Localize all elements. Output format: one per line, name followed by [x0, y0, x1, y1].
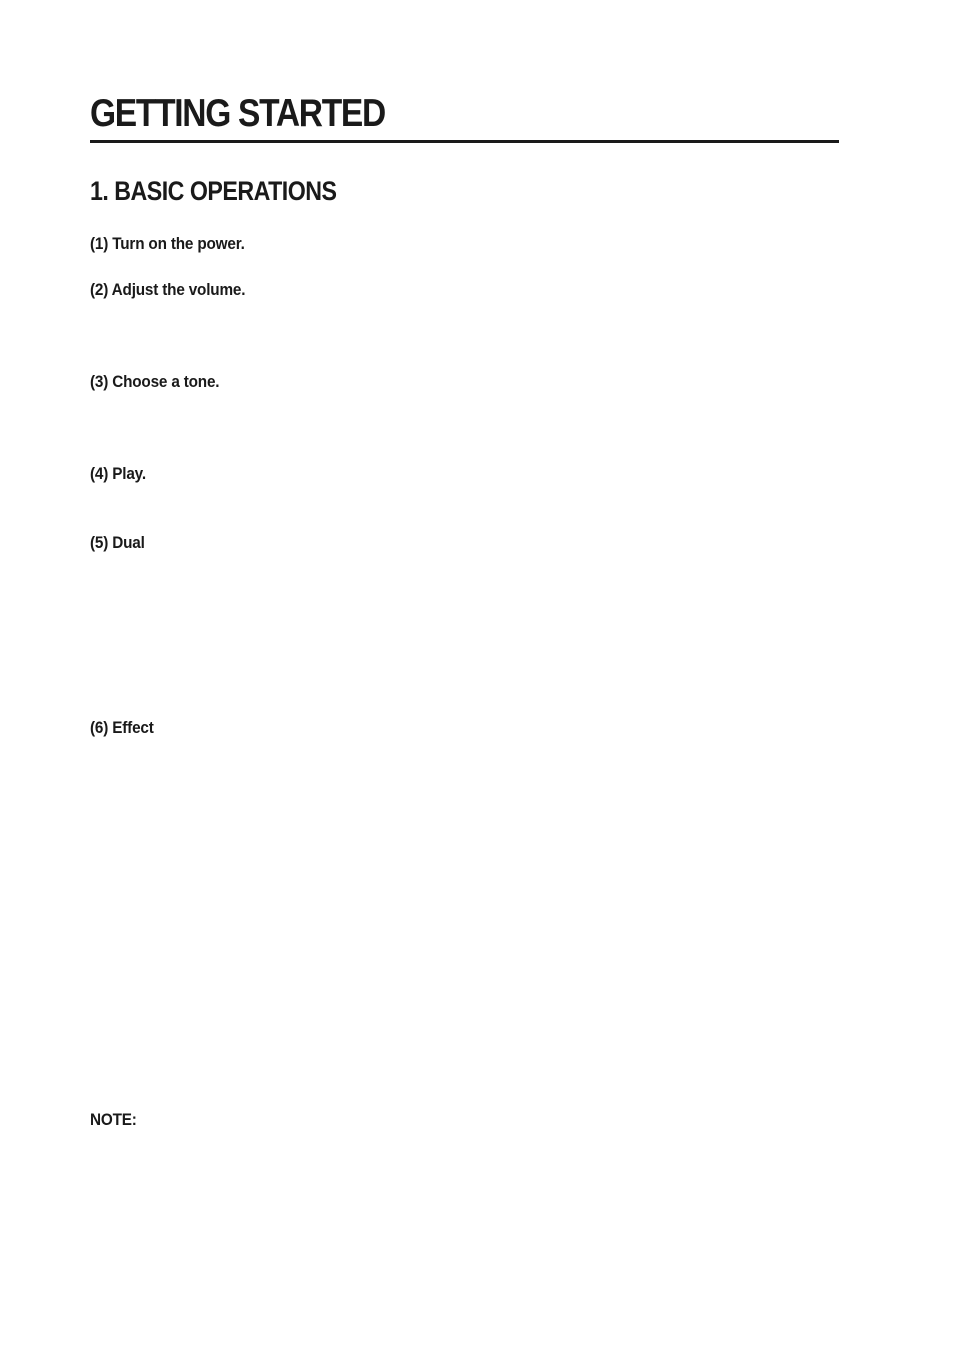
step-adjust-volume: (2) Adjust the volume.	[90, 280, 246, 299]
step-effect: (6) Effect	[90, 718, 154, 737]
step-dual: (5) Dual	[90, 533, 145, 552]
step-turn-on-power: (1) Turn on the power.	[90, 234, 245, 253]
title-underline-rule	[90, 140, 839, 143]
section-title: 1. BASIC OPERATIONS	[90, 176, 337, 206]
note-heading: NOTE:	[90, 1110, 137, 1129]
step-choose-tone: (3) Choose a tone.	[90, 372, 220, 391]
step-play: (4) Play.	[90, 464, 146, 483]
chapter-title: GETTING STARTED	[90, 92, 385, 135]
